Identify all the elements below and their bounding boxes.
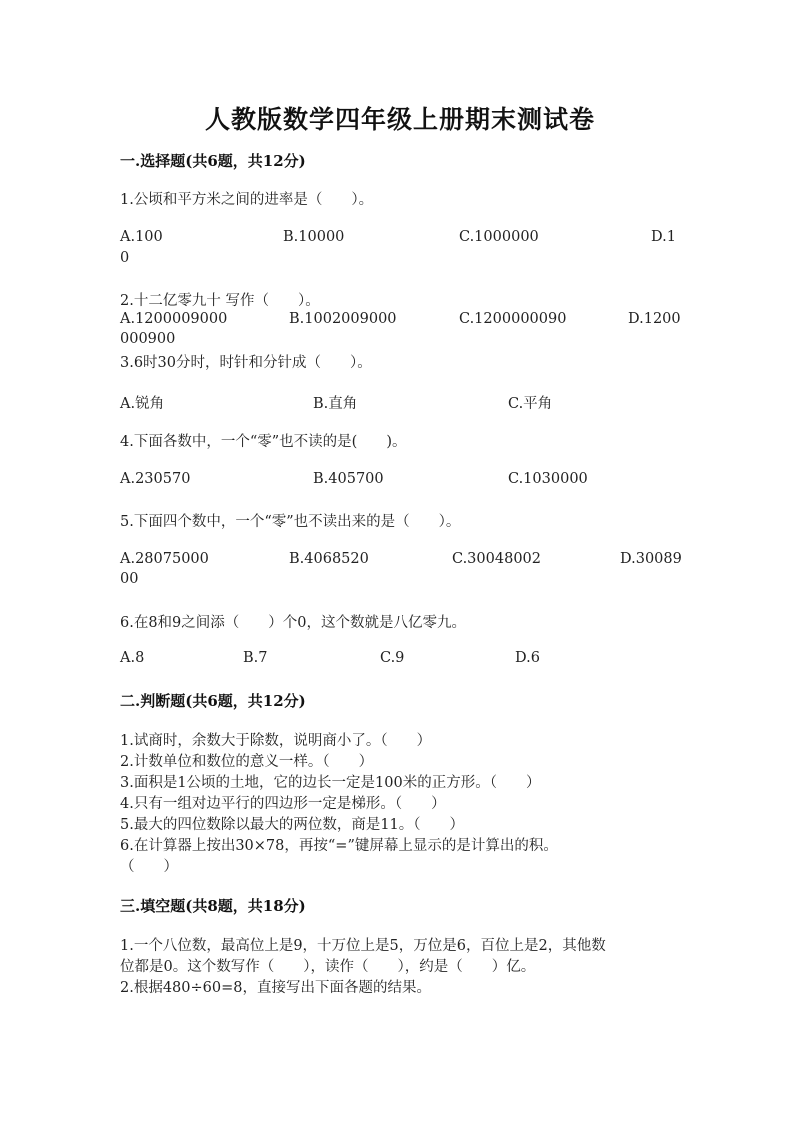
question-text: 3.面积是1公顷的土地，它的边长一定是100米的正方形。（ ） <box>120 775 541 791</box>
option-c: C.9 <box>380 650 405 666</box>
option-d-wrap: 0 <box>120 250 130 266</box>
section-heading-fill: 三.填空题(共8题，共18分) <box>120 897 306 915</box>
option-c: C.1030000 <box>508 471 588 487</box>
option-a: A.1200009000 <box>120 311 228 327</box>
option-d: D.30089 <box>620 551 682 567</box>
option-b: B.直角 <box>313 396 358 412</box>
option-d-wrap: 00 <box>120 571 139 587</box>
question-text: 4.下面各数中，一个“零”也不读的是( )。 <box>120 434 407 450</box>
option-d: D.1200 <box>628 311 681 327</box>
question-text: 5.下面四个数中，一个“零”也不读出来的是（ ）。 <box>120 514 461 530</box>
question-text: 6.在计算器上按出30×78，再按“=”键屏幕上显示的是计算出的积。 <box>120 838 558 854</box>
option-c: C.平角 <box>508 396 553 412</box>
option-b: B.10000 <box>283 229 345 245</box>
option-a: A.锐角 <box>120 396 165 412</box>
question-text: 2.根据480÷60=8，直接写出下面各题的结果。 <box>120 980 431 996</box>
question-text: 2.计数单位和数位的意义一样。（ ） <box>120 754 374 770</box>
option-c: C.1200000090 <box>459 311 567 327</box>
option-d-wrap: 000900 <box>120 331 176 347</box>
section-heading-choice: 一.选择题(共6题，共12分) <box>120 152 306 170</box>
question-text: 1.一个八位数，最高位上是9，十万位上是5，万位是6，百位上是2，其他数 <box>120 938 606 954</box>
question-text-cont: 位都是0。这个数写作（ ），读作（ ），约是（ ）亿。 <box>120 959 536 975</box>
option-b: B.1002009000 <box>289 311 397 327</box>
option-d: D.6 <box>515 650 540 666</box>
option-a: A.230570 <box>120 471 191 487</box>
section-heading-judge: 二.判断题(共6题，共12分) <box>120 692 306 710</box>
option-a: A.8 <box>120 650 145 666</box>
question-text: 1.公顷和平方米之间的进率是（ ）。 <box>120 192 374 208</box>
question-text: 1.试商时，余数大于除数，说明商小了。（ ） <box>120 733 432 749</box>
page-title: 人教版数学四年级上册期末测试卷 <box>204 105 595 134</box>
option-c: C.30048002 <box>452 551 541 567</box>
option-b: B.4068520 <box>289 551 369 567</box>
question-text: 3.6时30分时，时针和分针成（ ）。 <box>120 355 372 371</box>
question-text: 2.十二亿零九十 写作（ ）。 <box>120 293 320 309</box>
answer-blank: （ ） <box>120 859 178 875</box>
option-b: B.7 <box>243 650 268 666</box>
question-text: 5.最大的四位数除以最大的两位数，商是11。（ ） <box>120 817 465 833</box>
option-b: B.405700 <box>313 471 384 487</box>
question-text: 6.在8和9之间添（ ）个0，这个数就是八亿零九。 <box>120 615 467 631</box>
option-a: A.100 <box>120 229 163 245</box>
question-text: 4.只有一组对边平行的四边形一定是梯形。（ ） <box>120 796 446 812</box>
option-a: A.28075000 <box>120 551 209 567</box>
option-d: D.1 <box>651 229 676 245</box>
option-c: C.1000000 <box>459 229 539 245</box>
